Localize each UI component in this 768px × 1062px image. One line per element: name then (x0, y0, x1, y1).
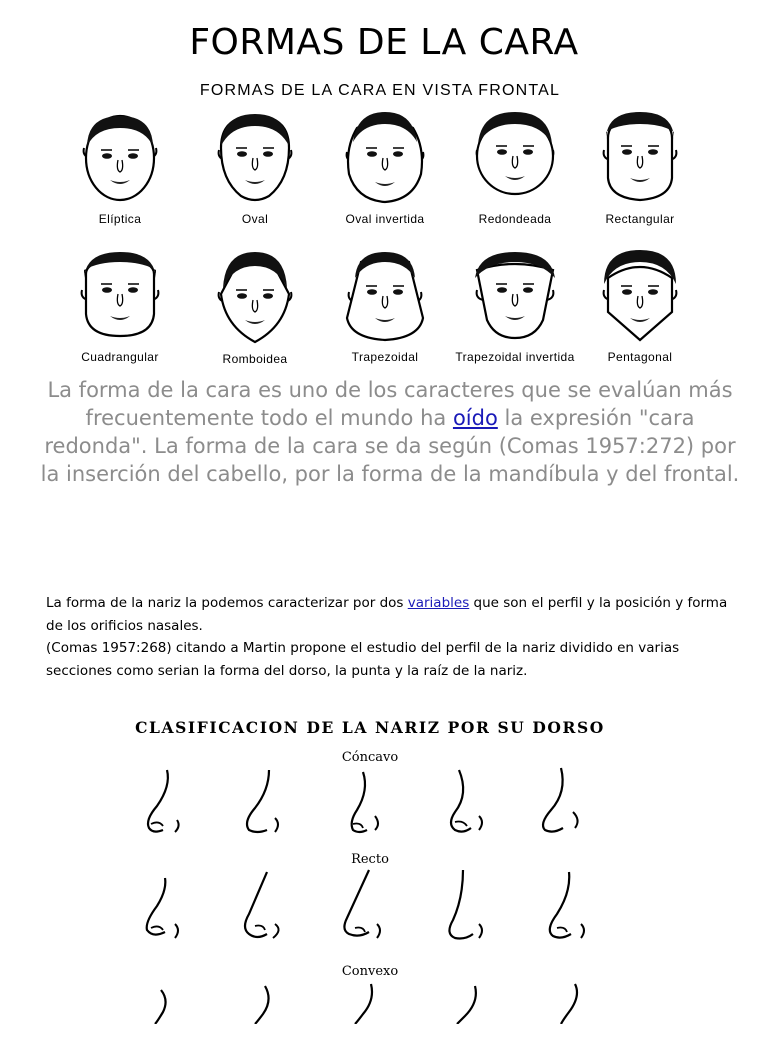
intro-text-continued: la expresión "cara redonda". La forma de la cara se da según (Comas 1957:272) por la inserción del cabello, por la forma de la mandíbula y del frontal. (40, 406, 740, 486)
nose-paragraph-line (46, 592, 736, 637)
nose-profile-icon (325, 982, 395, 1024)
face-label: Oval invertida (345, 212, 425, 226)
nose-profile-icon (225, 766, 295, 841)
nose-text-continued: que son el perfil y la posición y forma de los orificios nasales. (46, 595, 728, 634)
face-label: Oval (241, 212, 269, 226)
face-rectangular-icon (590, 108, 690, 208)
face-romboidea-icon (205, 248, 305, 348)
face-label: Elíptica (98, 212, 142, 226)
nose-profile-icon (125, 766, 195, 841)
face-shape-eliptica (60, 108, 180, 238)
face-shapes-figure (60, 108, 720, 373)
nose-profile-icon (425, 982, 495, 1024)
face-label: Pentagonal (607, 350, 673, 364)
face-label: Cuadrangular (81, 350, 159, 364)
face-eliptica-icon (70, 108, 170, 208)
oido-link[interactable]: oído (452, 406, 498, 430)
intro-paragraph (40, 376, 740, 488)
face-pentagonal-icon (590, 248, 690, 348)
face-oval-invertida-icon (335, 108, 435, 208)
nose-profile-icon (525, 766, 595, 841)
face-redondeada-icon (465, 108, 565, 208)
face-trapezoidal-invertida-icon (465, 248, 565, 348)
nose-profile-icon (525, 868, 595, 948)
nose-profile-icon (225, 982, 295, 1024)
nose-row-convexo (110, 982, 630, 1062)
intro-text: La forma de la cara es uno de los caracteres que se evalúan más frecuentemente todo el mundo ha (47, 378, 733, 430)
face-shape-trapezoidal (325, 248, 445, 378)
nose-text: La forma de la nariz la podemos caracterizar por dos (46, 595, 408, 611)
face-shape-oval (195, 108, 315, 238)
face-shape-pentagonal (580, 248, 700, 378)
nose-profile-icon (325, 868, 395, 948)
face-oval-icon (205, 108, 305, 208)
face-trapezoidal-icon (335, 248, 435, 348)
nose-profile-icon (125, 982, 195, 1024)
face-label: Trapezoidal invertida (455, 350, 575, 364)
faces-figure-title: FORMAS DE LA CARA EN VISTA FRONTAL (199, 82, 561, 99)
face-label: Rectangular (605, 212, 675, 226)
nose-row-concavo (110, 766, 630, 846)
nose-profile-icon (525, 982, 595, 1024)
variables-link[interactable]: variables (407, 595, 470, 611)
nose-profile-icon (325, 766, 395, 841)
face-shape-romboidea (195, 248, 315, 378)
group-label-convexo: Convexo (341, 964, 399, 979)
nose-paragraph-line: (Comas 1957:268) citando a Martin propone el estudio del perfil de la nariz dividido en varias secciones como serian la forma del dorso, la punta y la raíz de la nariz. (46, 640, 680, 679)
group-label-concavo: Cóncavo (341, 750, 399, 765)
nose-profile-icon (425, 766, 495, 841)
face-label: Romboidea (222, 352, 288, 366)
nose-figure-title: CLASIFICACION DE LA NARIZ POR SU DORSO (135, 718, 605, 737)
page-title: FORMAS DE LA CARA (189, 22, 579, 63)
nose-profile-icon (425, 868, 495, 948)
face-shape-cuadrangular (60, 248, 180, 378)
face-label: Redondeada (478, 212, 552, 226)
nose-profile-icon (125, 868, 195, 948)
nose-profile-icon (225, 868, 295, 948)
face-shape-oval-invertida (325, 108, 445, 238)
face-label: Trapezoidal (351, 350, 419, 364)
face-shape-rectangular (580, 108, 700, 238)
face-shape-redondeada (455, 108, 575, 238)
nose-row-recto (110, 868, 630, 948)
group-label-recto: Recto (351, 852, 389, 867)
face-shape-trapezoidal-invertida (455, 248, 575, 378)
nose-paragraph (46, 592, 736, 682)
face-cuadrangular-icon (70, 248, 170, 348)
